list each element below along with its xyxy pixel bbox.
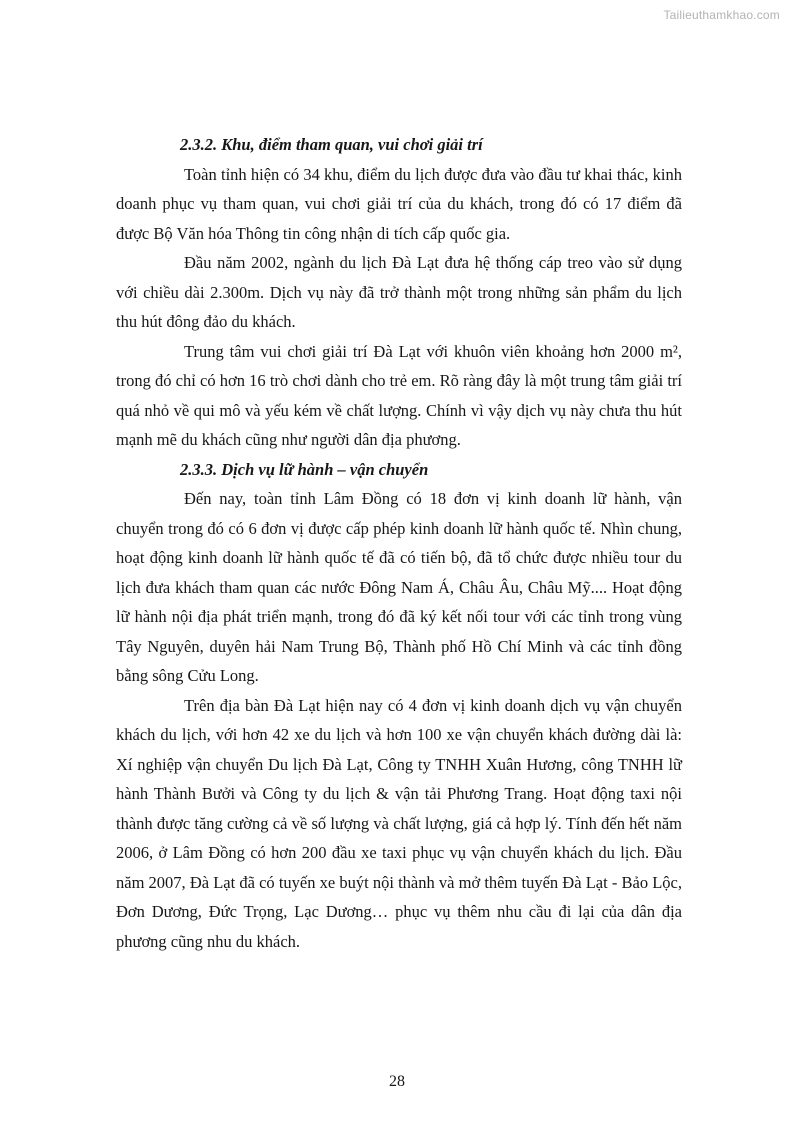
page-number: 28 <box>389 1073 405 1090</box>
paragraph: Trung tâm vui chơi giải trí Đà Lạt với khuôn viên khoảng hơn 2000 m², trong đó chỉ có hơn 16 trò chơi dành cho trẻ em. Rõ ràng đây là một trung tâm giải trí quá nhỏ về qui mô và yếu kém về chất lượng. Chính vì vậy dịch vụ này chưa thu hút mạnh mẽ du khách cũng như người dân địa phương. <box>116 341 682 449</box>
section-heading-2-3-2: 2.3.2. Khu, điểm tham quan, vui chơi giải trí <box>180 135 483 154</box>
document-body <box>116 130 682 956</box>
paragraph: Toàn tỉnh hiện có 34 khu, điểm du lịch được đưa vào đầu tư khai thác, kinh doanh phục vụ tham quan, vui chơi giải trí của du khách, trong đó có 17 điểm đã được Bộ Văn hóa Thông tin công nhận di tích cấp quốc gia. <box>116 164 682 243</box>
paragraph: Đến nay, toàn tỉnh Lâm Đồng có 18 đơn vị kinh doanh lữ hành, vận chuyển trong đó có 6 đơn vị được cấp phép kinh doanh lữ hành quốc tế. Nhìn chung, hoạt động kinh doanh lữ hành quốc tế đã có tiến bộ, đã tổ chức được nhiều tour du lịch đưa khách tham quan các nước Đông Nam Á, Châu Âu, Châu Mỹ.... Hoạt động lữ hành nội địa phát triển mạnh, trong đó đã ký kết nối tour với các tỉnh trong vùng Tây Nguyên, duyên hải Nam Trung Bộ, Thành phố Hồ Chí Minh và các tỉnh đồng bằng sông Cửu Long. <box>116 489 682 685</box>
watermark-text: Tailieuthamkhao.com <box>663 8 780 22</box>
section-heading-2-3-3: 2.3.3. Dịch vụ lữ hành – vận chuyển <box>180 459 429 479</box>
paragraph: Trên địa bàn Đà Lạt hiện nay có 4 đơn vị kinh doanh dịch vụ vận chuyển khách du lịch, với hơn 42 xe du lịch và hơn 100 xe vận chuyển khách đường dài là: Xí nghiệp vận chuyển Du lịch Đà Lạt, Công ty TNHH Xuân Hương, công TNHH lữ hành Thành Bưởi và Công ty du lịch & vận tải Phương Trang. Hoạt động taxi nội thành được tăng cường cả về số lượng và chất lượng, giá cả hợp lý. Tính đến hết năm 2006, ở Lâm Đồng có hơn 200 đầu xe taxi phục vụ vận chuyển khách du lịch. Đầu năm 2007, Đà Lạt đã có tuyến xe buýt nội thành và mở thêm tuyến Đà Lạt - Bảo Lộc, Đơn Dương, Đức Trọng, Lạc Dương… phục vụ thêm nhu cầu đi lại của dân địa phương cũng nhu du khách. <box>116 695 682 951</box>
paragraph: Đầu năm 2002, ngành du lịch Đà Lạt đưa hệ thống cáp treo vào sử dụng với chiều dài 2.300m. Dịch vụ này đã trở thành một trong những sản phẩm du lịch thu hút đông đảo du khách. <box>116 253 682 331</box>
